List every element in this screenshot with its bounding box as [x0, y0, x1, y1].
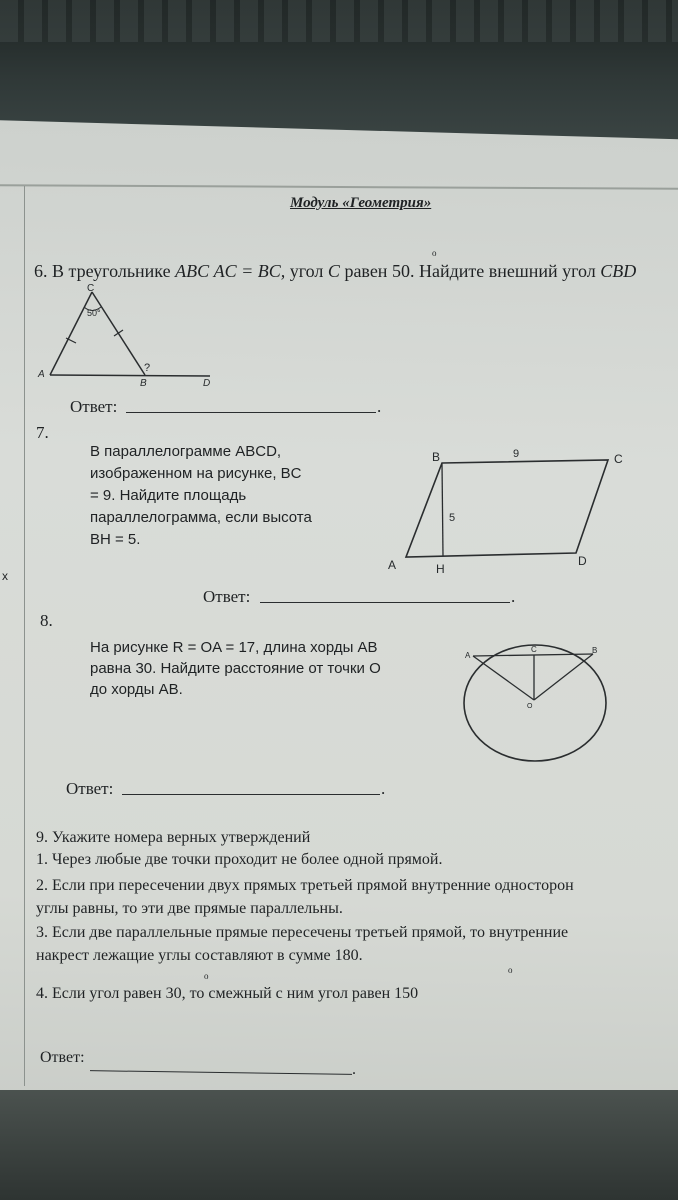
- task6-triangle-figure: [30, 280, 230, 390]
- label-question: ?: [144, 362, 151, 374]
- label-c: C: [87, 283, 95, 294]
- height-bh: [442, 463, 443, 556]
- task6-equality: AC = BC,: [213, 261, 286, 281]
- margin-rule: [24, 186, 25, 1086]
- task8-circle-figure: [455, 640, 615, 765]
- task7-answer-field[interactable]: [260, 602, 510, 603]
- task7-number: 7.: [36, 423, 49, 442]
- task6-answer-period: .: [377, 397, 382, 416]
- task9-item-2-cont: углы равны, то эти две прямые параллельны.: [36, 900, 343, 917]
- task8-answer-field[interactable]: [122, 794, 380, 795]
- task6-question-text: . Найдите внешний угол: [409, 261, 596, 281]
- label-a: A: [465, 651, 471, 660]
- task7-line-5: BH = 5.: [90, 531, 141, 548]
- task9-item-4: [36, 986, 418, 1002]
- background-keyboard: [0, 0, 678, 42]
- task8-line-2: равна 30. Найдите расстояние от точки O: [90, 660, 381, 677]
- task9-item-3: 3. Если две параллельные прямые пересечены третьей прямой, то внутренние: [36, 924, 569, 941]
- task7-answer-label: Ответ:: [203, 587, 251, 606]
- task9-item-1: 1. Через любые две точки проходит не более одной прямой.: [36, 851, 443, 868]
- task8-number: 8.: [40, 611, 53, 630]
- label-h: H: [436, 562, 445, 576]
- label-c: C: [614, 452, 623, 466]
- task6-angle-text: угол: [289, 261, 324, 281]
- parallelogram-abcd: [406, 460, 608, 557]
- task7-line-1: В параллелограмме ABCD,: [90, 443, 282, 460]
- task8-line-3: до хорды AB.: [90, 681, 183, 698]
- label-a: A: [388, 558, 397, 572]
- radius-ob: [534, 654, 593, 700]
- task6-answer-label: Ответ:: [70, 397, 118, 416]
- task6-text-pre: В треугольнике: [52, 261, 171, 281]
- label-b: B: [592, 646, 598, 655]
- background-desk-bottom: [0, 1090, 678, 1200]
- label-c: C: [531, 645, 537, 654]
- task6-number: 6.: [34, 261, 48, 281]
- task9-item-3-cont: накрест лежащие углы составляют в сумме 180.: [36, 947, 363, 964]
- radius-oa: [473, 656, 534, 700]
- task9-degree-mark-2: o: [508, 965, 513, 975]
- label-side-bc: 9: [513, 448, 520, 460]
- task9-header: 9. Укажите номера верных утверждений: [36, 829, 311, 846]
- tick-mark-bc: [114, 330, 123, 336]
- task9-item-4-part1: 4. Если угол равен 30: [36, 985, 182, 1002]
- task6-angle-name: C: [327, 261, 340, 281]
- label-b: B: [140, 378, 147, 389]
- task7-answer-period: .: [511, 587, 516, 606]
- task8-answer-period: .: [381, 779, 386, 798]
- triangle-base-ad: [50, 375, 210, 376]
- task7-line-2: изображенном на рисунке, BC: [90, 465, 302, 482]
- label-o: O: [527, 703, 533, 710]
- label-a: A: [38, 369, 45, 380]
- task7-parallelogram-figure: [380, 445, 640, 580]
- task6-angle-value: равен 50: [344, 261, 410, 281]
- task6-degree-mark: o: [432, 248, 437, 258]
- task9-item-2: 2. Если при пересечении двух прямых третьей прямой внутренние односторон: [36, 877, 574, 894]
- circle: [464, 645, 606, 761]
- triangle-side-ac: [50, 292, 92, 375]
- label-d: D: [203, 378, 211, 389]
- margin-mark: x: [2, 569, 8, 583]
- label-b: B: [432, 450, 441, 464]
- task6-question: [34, 262, 636, 280]
- task7-line-4: параллелограмма, если высота: [90, 509, 312, 526]
- task9-answer-period: .: [352, 1061, 356, 1078]
- task6-question-angle: CBD: [600, 261, 637, 281]
- task6-answer-field[interactable]: [126, 412, 376, 413]
- task8-answer-label: Ответ:: [66, 779, 114, 798]
- task8-line-1: На рисунке R = OA = 17, длина хорды AB: [90, 639, 378, 656]
- task9-degree-mark-1: o: [204, 971, 209, 981]
- label-height-bh: 5: [449, 512, 456, 524]
- label-d: D: [578, 554, 587, 568]
- label-angle-50: 50°: [87, 308, 101, 318]
- task6-triangle: ABC: [175, 261, 210, 281]
- module-title: Модуль «Геометрия»: [290, 195, 432, 211]
- task7-line-3: = 9. Найдите площадь: [90, 487, 247, 504]
- task9-answer-label: Ответ:: [40, 1049, 85, 1066]
- task9-item-4-part2: , то смежный с ним угол равен 150: [181, 985, 419, 1002]
